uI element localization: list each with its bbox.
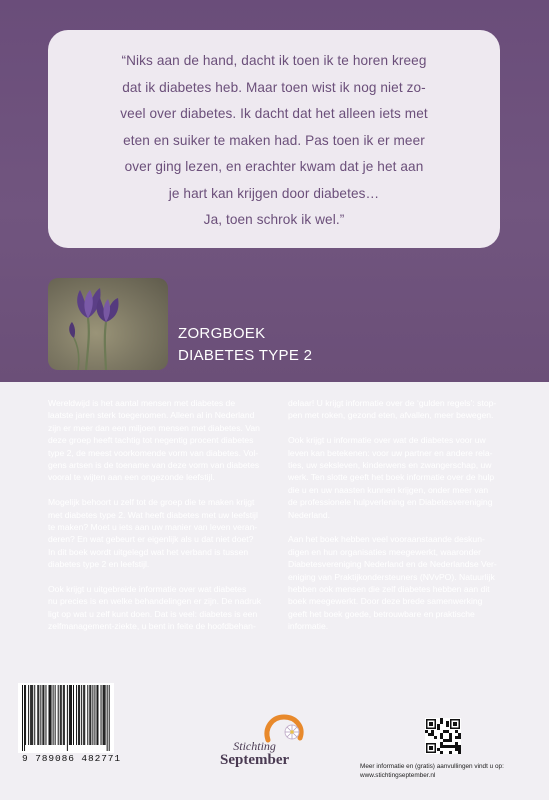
text-line: gens artsen is de toename van deze vorm van diabetes (48, 460, 260, 471)
barcode-bar (22, 685, 23, 751)
text-line: deren? En wat gebeurt er eigenlijk als u dat niet doet? (48, 534, 254, 545)
barcode-bar (83, 685, 84, 745)
qr-cell (425, 730, 428, 733)
text-line: nu precies is en welke behandelingen er zijn. De nadruk (48, 596, 262, 607)
barcode-bar (104, 685, 105, 745)
barcode-number: 9 789086 482771 (22, 753, 122, 764)
barcode-bar (78, 685, 79, 745)
barcode-bar (96, 685, 97, 745)
barcode-bar (89, 685, 90, 745)
barcode-bar (81, 685, 82, 745)
qr-cell (449, 736, 452, 739)
text-line: Wereldwijd is het aantal mensen met diabetes de (48, 398, 236, 408)
quote-line: dat ik diabetes heb. Maar toen wist ik nog niet zo- (122, 79, 426, 95)
text-line: te maken? Moet u iets aan uw manier van leven veran- (48, 522, 258, 533)
barcode-bar (71, 685, 72, 745)
logo-line-1: Stichting (233, 739, 276, 753)
qr-cell (440, 736, 443, 739)
qr-cell (455, 748, 458, 751)
text-line: digen en hun organisaties meegewerkt, waaronder (288, 546, 482, 557)
barcode-bar (73, 685, 74, 745)
text-line: leven kan betekenen: voor uw partner en andere rela- (288, 447, 493, 458)
barcode-bar (92, 685, 93, 745)
text-line: laatste jaren sterk toegenomen. Alleen al in Nederland (48, 410, 255, 421)
qr-cell (431, 730, 434, 733)
qr-cell (449, 745, 452, 748)
barcode-bar (43, 685, 44, 745)
quote-line: Ja, toen schrok ik wel.” (203, 212, 345, 227)
qr-cell (431, 733, 434, 736)
barcode-bar (31, 685, 32, 745)
qr-cell (443, 745, 446, 748)
text-line: deze groep heeft tachtig tot negentig procent diabetes (48, 435, 254, 446)
barcode-bar (55, 685, 56, 745)
quote-line: eten en suiker te maken had. Pas toen ik er meer (123, 132, 425, 148)
qr-cell (440, 745, 443, 748)
barcode-bar (94, 685, 95, 745)
text-line: delaar! U krijgt informatie over de ‘gulden regels’: stop- (288, 398, 497, 408)
barcode-bar (103, 685, 104, 745)
qr-cell (455, 730, 458, 733)
text-line: de professionele hulpverlening en Diabetesvereniging (288, 497, 493, 508)
body-column-left (48, 397, 280, 645)
text-line: Ook krijgt u informatie over wat de diabetes voor uw (288, 435, 486, 446)
qr-cell (449, 739, 452, 742)
barcode-bar (87, 685, 88, 745)
pasque-flower-image (48, 278, 168, 370)
qr-cell (446, 739, 449, 742)
qr-cell (429, 722, 433, 726)
barcode-bar (38, 685, 39, 745)
quote-line: je hart kan krijgen door diabetes… (168, 185, 380, 201)
qr-cell (443, 730, 446, 733)
barcode-bar (101, 685, 102, 745)
paragraph (48, 397, 280, 484)
barcode-bar (79, 685, 80, 745)
book-title (178, 323, 312, 367)
quote-box (48, 30, 500, 248)
barcode-bar (58, 685, 59, 745)
paragraph (288, 434, 520, 521)
barcode-bar (32, 685, 33, 745)
text-line: Aan het boek hebben veel vooraanstaande deskun- (288, 534, 485, 545)
logo-line-2: September (220, 752, 290, 768)
qr-cell (437, 727, 440, 730)
website-link[interactable]: www.stichtingseptember.nl (360, 772, 436, 779)
barcode-bar (49, 685, 50, 745)
barcode-bar (76, 685, 77, 745)
barcode-bar (37, 685, 38, 745)
barcode-bar (90, 685, 91, 745)
qr-cell (455, 742, 458, 745)
qr-cell (452, 745, 455, 748)
qr-cell (440, 718, 443, 721)
text-line: eniging van Praktijkondersteuners (NVvPO). Natuurlijk (288, 571, 495, 582)
barcode-bar (64, 685, 65, 745)
barcode-bar (61, 685, 62, 745)
body-column-right (288, 397, 520, 645)
barcode-bar (60, 685, 61, 745)
barcode (18, 683, 114, 753)
qr-cell (440, 742, 443, 745)
barcode-bar (70, 685, 71, 745)
qr-cell (453, 722, 457, 726)
barcode-bar (42, 685, 43, 745)
qr-cell (437, 724, 440, 727)
barcode-bar (34, 685, 35, 745)
text-line: Nederland. (288, 509, 331, 520)
barcode-bar (25, 685, 26, 745)
text-line: Diabetesvereniging Nederland en de Nederlandse Ver- (288, 559, 497, 570)
text-line: ties, uw seksleven, kinderwens en zwangerschap, uw (288, 460, 492, 471)
paragraph (288, 533, 520, 632)
more-info-line-1: Meer informatie en (gratis) aanvullingen vindt u op: (360, 763, 504, 770)
paragraph (288, 397, 520, 422)
text-line: Ook krijgt u uitgebreide informatie over wat diabetes (48, 584, 247, 595)
qr-cell (446, 724, 449, 727)
barcode-bar (63, 685, 64, 745)
qr-cell (440, 751, 443, 754)
barcode-bar (45, 685, 46, 745)
barcode-bar (107, 685, 108, 751)
quote-line: veel over diabetes. Ik dacht dat het alleen iets met (120, 106, 428, 121)
text-line: zelfmanagement-ziekte, u bent in feite de hoofdbehan- (48, 621, 256, 632)
text-line: pen met roken, gezond eten, afvallen, meer bewegen. (288, 410, 494, 421)
text-line: geeft het boek goede, betrouwbare en praktische (288, 608, 475, 619)
text-line: diabetes type 2 en leefstijl. (48, 559, 150, 570)
qr-cell (443, 739, 446, 742)
title-line-2: DIABETES TYPE 2 (178, 347, 313, 364)
qr-cell (446, 721, 449, 724)
text-line: informatie. (288, 621, 329, 632)
more-info-text (360, 762, 545, 780)
paragraph (48, 496, 280, 570)
qr-cell (458, 736, 461, 739)
text-line: Mogelijk behoort u zelf tot de groep die te maken krijgt (48, 497, 255, 508)
barcode-bar (51, 685, 52, 745)
text-line: type 2, de meest voorkomende vorm van diabetes. Vol- (48, 447, 259, 458)
text-line: In dit boek wordt uitgelegd wat het verband is tussen (48, 546, 249, 557)
text-line: die u en uw naasten kunnen krijgen, onder meer van (288, 484, 489, 495)
text-line: met diabetes type 2. Wat heeft diabetes met uw leefstijl (48, 509, 258, 520)
qr-cell (455, 745, 458, 748)
text-line: werk. Ten slotte geeft het boek informatie over de hulp (288, 472, 495, 483)
barcode-bar (24, 685, 25, 751)
qr-cell (458, 748, 461, 751)
barcode-bar (84, 685, 85, 745)
quote-line: “Niks aan de hand, dacht ik toen ik te horen kreeg (121, 53, 427, 68)
qr-cell (434, 736, 437, 739)
title-line-1: ZORGBOEK (178, 325, 266, 342)
text-line: boek meegewerkt. Door deze brede samenwerking (288, 596, 483, 607)
qr-cell (446, 745, 449, 748)
barcode-bar (97, 685, 98, 745)
qr-cell (458, 751, 461, 754)
qr-code (425, 718, 461, 754)
barcode-bar (69, 685, 70, 745)
barcode-bar (28, 685, 29, 745)
barcode-bar (40, 685, 41, 745)
qr-cell (449, 751, 452, 754)
flower-photo (48, 278, 168, 370)
barcode-bar (67, 685, 68, 751)
barcode-bar (50, 685, 51, 745)
barcode-bar (53, 685, 54, 745)
text-line: zijn er meer dan een miljoen mensen met diabetes. Van (48, 422, 260, 433)
barcode-bar (30, 685, 31, 745)
text-line: hebben ook mensen die zelf diabetes hebben aan dit (288, 584, 490, 595)
stichting-september-logo (220, 740, 289, 768)
qr-cell (428, 733, 431, 736)
qr-cell (446, 730, 449, 733)
qr-cell (455, 736, 458, 739)
text-line: vooral te wijten aan een ongezonde leefstijl. (48, 472, 215, 483)
qr-cell (440, 721, 443, 724)
barcode-bar (109, 685, 110, 751)
qr-cell (449, 733, 452, 736)
qr-cell (429, 746, 433, 750)
paragraph (48, 583, 280, 633)
quote-line: over ging lezen, en erachter kwam dat je het aan (124, 159, 424, 174)
text-line: ligt op wat u zelf kunt doen. Dat is veel: diabetes is een (48, 608, 258, 619)
qr-cell (458, 733, 461, 736)
barcode-bar (105, 685, 106, 745)
qr-cell (440, 733, 443, 736)
qr-cell (458, 745, 461, 748)
qr-cell (437, 748, 440, 751)
